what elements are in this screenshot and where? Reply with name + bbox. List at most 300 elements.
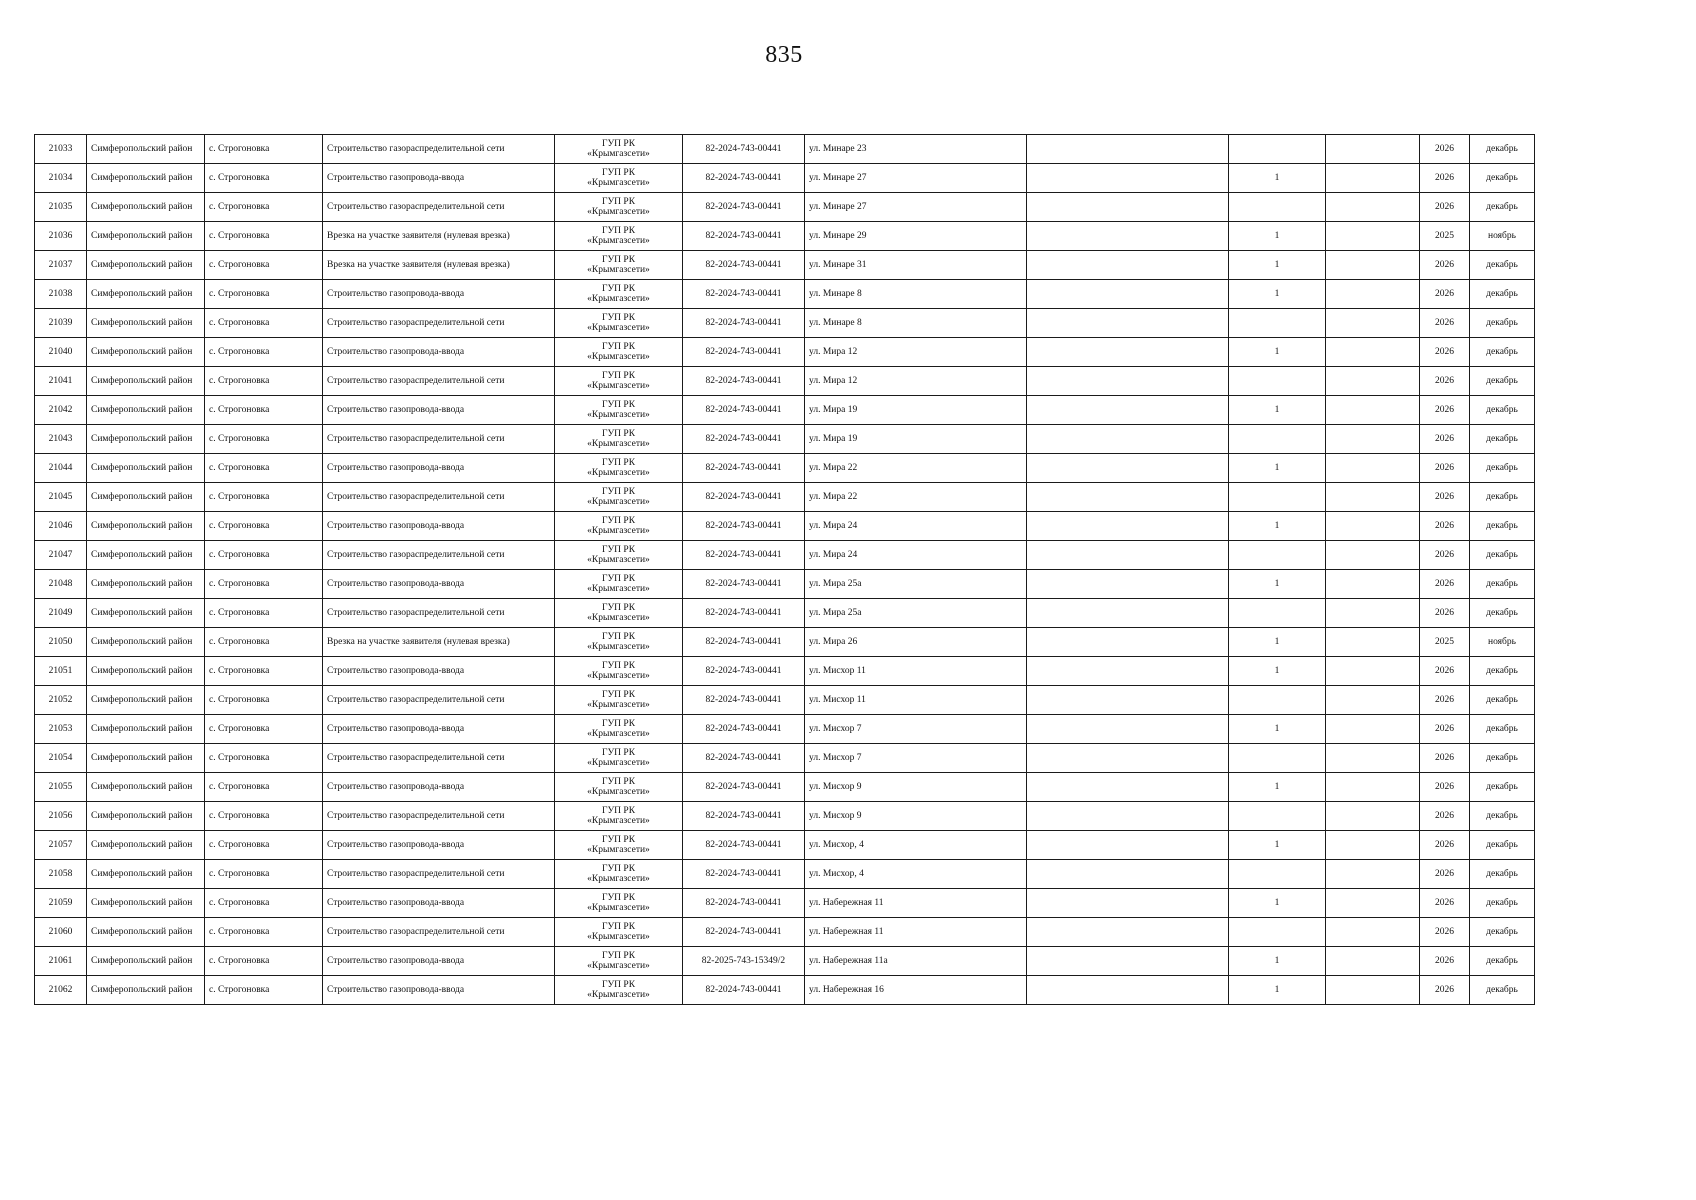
village-cell: с. Строгоновка [205, 715, 323, 744]
count-cell [1229, 686, 1326, 715]
organization-cell [555, 976, 683, 1005]
work-type-cell: Строительство газораспределительной сети [323, 425, 555, 454]
empty-cell [1027, 222, 1229, 251]
table-row [35, 773, 1535, 802]
month-cell: декабрь [1470, 976, 1535, 1005]
document-number-cell: 82-2024-743-00441 [683, 889, 805, 918]
year-cell: 2026 [1420, 280, 1470, 309]
document-number-cell: 82-2024-743-00441 [683, 831, 805, 860]
address-cell: ул. Минаре 31 [805, 251, 1027, 280]
organization-cell [555, 715, 683, 744]
district-cell: Симферопольский район [87, 193, 205, 222]
organization-cell [555, 164, 683, 193]
organization-line-1: ГУП РК [601, 255, 636, 265]
address-cell: ул. Мира 24 [805, 512, 1027, 541]
village-cell: с. Строгоновка [205, 309, 323, 338]
organization-line-2: «Крымгазсети» [587, 178, 650, 188]
village-cell: с. Строгоновка [205, 947, 323, 976]
address-cell: ул. Минаре 29 [805, 222, 1027, 251]
district-cell: Симферопольский район [87, 599, 205, 628]
address-cell: ул. Мира 22 [805, 454, 1027, 483]
village-cell: с. Строгоновка [205, 367, 323, 396]
village-cell: с. Строгоновка [205, 222, 323, 251]
organization-line-1: ГУП РК [601, 980, 636, 990]
organization-line-1: ГУП РК [601, 661, 636, 671]
month-cell: декабрь [1470, 918, 1535, 947]
year-cell: 2026 [1420, 251, 1470, 280]
district-cell: Симферопольский район [87, 135, 205, 164]
address-cell: ул. Минаре 8 [805, 309, 1027, 338]
count-cell [1229, 744, 1326, 773]
document-number-cell: 82-2024-743-00441 [683, 628, 805, 657]
empty-cell [1326, 367, 1420, 396]
empty-cell [1326, 338, 1420, 367]
organization-line-1: ГУП РК [601, 748, 636, 758]
district-cell: Симферопольский район [87, 425, 205, 454]
count-cell: 1 [1229, 512, 1326, 541]
count-cell: 1 [1229, 831, 1326, 860]
row-number: 21054 [35, 744, 87, 773]
year-cell: 2026 [1420, 976, 1470, 1005]
village-cell: с. Строгоновка [205, 425, 323, 454]
address-cell: ул. Набережная 11 [805, 889, 1027, 918]
year-cell: 2026 [1420, 773, 1470, 802]
table-row [35, 599, 1535, 628]
organization-line-2: «Крымгазсети» [587, 497, 650, 507]
registry-table [34, 134, 1535, 1005]
organization-line-1: ГУП РК [601, 719, 636, 729]
table-row [35, 802, 1535, 831]
year-cell: 2026 [1420, 918, 1470, 947]
organization-line-2: «Крымгазсети» [587, 613, 650, 623]
organization-line-1: ГУП РК [601, 284, 636, 294]
address-cell: ул. Мисхор 7 [805, 744, 1027, 773]
organization-line-2: «Крымгазсети» [587, 236, 650, 246]
month-cell: декабрь [1470, 947, 1535, 976]
month-cell: декабрь [1470, 193, 1535, 222]
empty-cell [1027, 309, 1229, 338]
year-cell: 2026 [1420, 164, 1470, 193]
empty-cell [1027, 976, 1229, 1005]
document-number-cell: 82-2025-743-15349/2 [683, 947, 805, 976]
month-cell: декабрь [1470, 541, 1535, 570]
organization-line-1: ГУП РК [601, 632, 636, 642]
row-number: 21043 [35, 425, 87, 454]
village-cell: с. Строгоновка [205, 396, 323, 425]
district-cell: Симферопольский район [87, 396, 205, 425]
row-number: 21035 [35, 193, 87, 222]
organization-line-1: ГУП РК [601, 313, 636, 323]
row-number: 21056 [35, 802, 87, 831]
work-type-cell: Врезка на участке заявителя (нулевая врезка) [323, 251, 555, 280]
empty-cell [1326, 164, 1420, 193]
count-cell: 1 [1229, 280, 1326, 309]
month-cell: декабрь [1470, 802, 1535, 831]
count-cell [1229, 802, 1326, 831]
row-number: 21055 [35, 773, 87, 802]
work-type-cell: Строительство газопровода-ввода [323, 280, 555, 309]
work-type-cell: Строительство газопровода-ввода [323, 715, 555, 744]
row-number: 21060 [35, 918, 87, 947]
table-row [35, 483, 1535, 512]
organization-line-2: «Крымгазсети» [587, 410, 650, 420]
district-cell: Симферопольский район [87, 657, 205, 686]
table-row [35, 628, 1535, 657]
village-cell: с. Строгоновка [205, 744, 323, 773]
month-cell: декабрь [1470, 164, 1535, 193]
month-cell: декабрь [1470, 657, 1535, 686]
organization-cell [555, 918, 683, 947]
address-cell: ул. Минаре 27 [805, 193, 1027, 222]
empty-cell [1027, 454, 1229, 483]
document-number-cell: 82-2024-743-00441 [683, 396, 805, 425]
organization-line-2: «Крымгазсети» [587, 352, 650, 362]
empty-cell [1326, 599, 1420, 628]
empty-cell [1027, 802, 1229, 831]
organization-line-1: ГУП РК [601, 864, 636, 874]
year-cell: 2025 [1420, 628, 1470, 657]
table-row [35, 396, 1535, 425]
document-number-cell: 82-2024-743-00441 [683, 164, 805, 193]
district-cell: Симферопольский район [87, 570, 205, 599]
empty-cell [1326, 396, 1420, 425]
document-number-cell: 82-2024-743-00441 [683, 599, 805, 628]
village-cell: с. Строгоновка [205, 483, 323, 512]
table-row [35, 425, 1535, 454]
address-cell: ул. Мисхор 11 [805, 686, 1027, 715]
empty-cell [1027, 338, 1229, 367]
document-number-cell: 82-2024-743-00441 [683, 918, 805, 947]
document-number-cell: 82-2024-743-00441 [683, 860, 805, 889]
empty-cell [1326, 541, 1420, 570]
organization-cell [555, 802, 683, 831]
month-cell: ноябрь [1470, 222, 1535, 251]
year-cell: 2026 [1420, 541, 1470, 570]
work-type-cell: Строительство газораспределительной сети [323, 135, 555, 164]
work-type-cell: Строительство газораспределительной сети [323, 541, 555, 570]
organization-line-1: ГУП РК [601, 487, 636, 497]
empty-cell [1027, 889, 1229, 918]
document-number-cell: 82-2024-743-00441 [683, 715, 805, 744]
address-cell: ул. Набережная 11а [805, 947, 1027, 976]
organization-line-2: «Крымгазсети» [587, 932, 650, 942]
organization-cell [555, 193, 683, 222]
district-cell: Симферопольский район [87, 715, 205, 744]
month-cell: декабрь [1470, 425, 1535, 454]
village-cell: с. Строгоновка [205, 889, 323, 918]
organization-cell [555, 947, 683, 976]
document-number-cell: 82-2024-743-00441 [683, 773, 805, 802]
empty-cell [1326, 657, 1420, 686]
count-cell: 1 [1229, 454, 1326, 483]
work-type-cell: Строительство газораспределительной сети [323, 367, 555, 396]
table-row [35, 512, 1535, 541]
document-number-cell: 82-2024-743-00441 [683, 251, 805, 280]
district-cell: Симферопольский район [87, 541, 205, 570]
organization-cell [555, 512, 683, 541]
empty-cell [1027, 541, 1229, 570]
row-number: 21050 [35, 628, 87, 657]
table-row [35, 164, 1535, 193]
address-cell: ул. Мира 25а [805, 599, 1027, 628]
work-type-cell: Врезка на участке заявителя (нулевая врезка) [323, 628, 555, 657]
organization-cell [555, 367, 683, 396]
address-cell: ул. Мира 19 [805, 396, 1027, 425]
address-cell: ул. Мисхор 7 [805, 715, 1027, 744]
document-number-cell: 82-2024-743-00441 [683, 744, 805, 773]
work-type-cell: Строительство газопровода-ввода [323, 396, 555, 425]
table-body [35, 135, 1535, 1005]
organization-line-1: ГУП РК [601, 690, 636, 700]
empty-cell [1326, 947, 1420, 976]
village-cell: с. Строгоновка [205, 193, 323, 222]
count-cell [1229, 918, 1326, 947]
row-number: 21062 [35, 976, 87, 1005]
row-number: 21057 [35, 831, 87, 860]
year-cell: 2026 [1420, 947, 1470, 976]
organization-cell [555, 396, 683, 425]
year-cell: 2026 [1420, 744, 1470, 773]
work-type-cell: Строительство газораспределительной сети [323, 744, 555, 773]
month-cell: декабрь [1470, 309, 1535, 338]
district-cell: Симферопольский район [87, 164, 205, 193]
organization-line-1: ГУП РК [601, 371, 636, 381]
count-cell: 1 [1229, 947, 1326, 976]
month-cell: декабрь [1470, 454, 1535, 483]
row-number: 21037 [35, 251, 87, 280]
address-cell: ул. Минаре 8 [805, 280, 1027, 309]
row-number: 21042 [35, 396, 87, 425]
village-cell: с. Строгоновка [205, 976, 323, 1005]
village-cell: с. Строгоновка [205, 599, 323, 628]
organization-line-1: ГУП РК [601, 429, 636, 439]
work-type-cell: Строительство газопровода-ввода [323, 512, 555, 541]
count-cell: 1 [1229, 251, 1326, 280]
row-number: 21058 [35, 860, 87, 889]
address-cell: ул. Мира 19 [805, 425, 1027, 454]
row-number: 21038 [35, 280, 87, 309]
organization-cell [555, 222, 683, 251]
empty-cell [1326, 831, 1420, 860]
organization-line-2: «Крымгазсети» [587, 758, 650, 768]
empty-cell [1326, 744, 1420, 773]
row-number: 21039 [35, 309, 87, 338]
year-cell: 2026 [1420, 483, 1470, 512]
village-cell: с. Строгоновка [205, 454, 323, 483]
village-cell: с. Строгоновка [205, 338, 323, 367]
document-number-cell: 82-2024-743-00441 [683, 425, 805, 454]
district-cell: Симферопольский район [87, 338, 205, 367]
empty-cell [1326, 135, 1420, 164]
document-number-cell: 82-2024-743-00441 [683, 222, 805, 251]
organization-line-1: ГУП РК [601, 516, 636, 526]
district-cell: Симферопольский район [87, 483, 205, 512]
month-cell: декабрь [1470, 135, 1535, 164]
organization-cell [555, 135, 683, 164]
address-cell: ул. Мира 24 [805, 541, 1027, 570]
month-cell: декабрь [1470, 367, 1535, 396]
empty-cell [1027, 657, 1229, 686]
work-type-cell: Строительство газораспределительной сети [323, 686, 555, 715]
organization-line-1: ГУП РК [601, 777, 636, 787]
organization-line-2: «Крымгазсети» [587, 381, 650, 391]
organization-line-1: ГУП РК [601, 951, 636, 961]
row-number: 21045 [35, 483, 87, 512]
document-number-cell: 82-2024-743-00441 [683, 309, 805, 338]
month-cell: декабрь [1470, 483, 1535, 512]
table-row [35, 715, 1535, 744]
month-cell: декабрь [1470, 396, 1535, 425]
document-number-cell: 82-2024-743-00441 [683, 280, 805, 309]
table-row [35, 976, 1535, 1005]
district-cell: Симферопольский район [87, 773, 205, 802]
empty-cell [1326, 860, 1420, 889]
empty-cell [1027, 947, 1229, 976]
month-cell: декабрь [1470, 860, 1535, 889]
count-cell [1229, 541, 1326, 570]
organization-cell [555, 338, 683, 367]
count-cell: 1 [1229, 628, 1326, 657]
village-cell: с. Строгоновка [205, 570, 323, 599]
organization-cell [555, 860, 683, 889]
organization-cell [555, 541, 683, 570]
year-cell: 2026 [1420, 425, 1470, 454]
organization-line-2: «Крымгазсети» [587, 584, 650, 594]
month-cell: декабрь [1470, 715, 1535, 744]
village-cell: с. Строгоновка [205, 773, 323, 802]
row-number: 21040 [35, 338, 87, 367]
count-cell [1229, 309, 1326, 338]
empty-cell [1326, 483, 1420, 512]
empty-cell [1326, 976, 1420, 1005]
year-cell: 2026 [1420, 512, 1470, 541]
empty-cell [1326, 193, 1420, 222]
work-type-cell: Строительство газопровода-ввода [323, 947, 555, 976]
work-type-cell: Строительство газопровода-ввода [323, 164, 555, 193]
table-row [35, 744, 1535, 773]
organization-line-2: «Крымгазсети» [587, 468, 650, 478]
count-cell: 1 [1229, 338, 1326, 367]
table-row [35, 135, 1535, 164]
count-cell: 1 [1229, 976, 1326, 1005]
count-cell [1229, 860, 1326, 889]
year-cell: 2026 [1420, 396, 1470, 425]
document-number-cell: 82-2024-743-00441 [683, 512, 805, 541]
count-cell: 1 [1229, 657, 1326, 686]
table-row [35, 454, 1535, 483]
village-cell: с. Строгоновка [205, 860, 323, 889]
count-cell: 1 [1229, 222, 1326, 251]
organization-line-2: «Крымгазсети» [587, 149, 650, 159]
count-cell: 1 [1229, 570, 1326, 599]
address-cell: ул. Мира 25а [805, 570, 1027, 599]
empty-cell [1027, 599, 1229, 628]
organization-line-1: ГУП РК [601, 806, 636, 816]
address-cell: ул. Мисхор, 4 [805, 860, 1027, 889]
table-row [35, 309, 1535, 338]
address-cell: ул. Минаре 27 [805, 164, 1027, 193]
organization-line-2: «Крымгазсети» [587, 439, 650, 449]
organization-cell [555, 483, 683, 512]
year-cell: 2026 [1420, 686, 1470, 715]
organization-line-2: «Крымгазсети» [587, 642, 650, 652]
year-cell: 2026 [1420, 657, 1470, 686]
organization-line-1: ГУП РК [601, 603, 636, 613]
count-cell [1229, 193, 1326, 222]
count-cell [1229, 367, 1326, 396]
month-cell: декабрь [1470, 686, 1535, 715]
village-cell: с. Строгоновка [205, 918, 323, 947]
work-type-cell: Строительство газопровода-ввода [323, 976, 555, 1005]
empty-cell [1326, 280, 1420, 309]
address-cell: ул. Мисхор 11 [805, 657, 1027, 686]
organization-line-2: «Крымгазсети» [587, 787, 650, 797]
row-number: 21033 [35, 135, 87, 164]
work-type-cell: Строительство газопровода-ввода [323, 773, 555, 802]
month-cell: декабрь [1470, 599, 1535, 628]
row-number: 21052 [35, 686, 87, 715]
year-cell: 2026 [1420, 715, 1470, 744]
organization-line-2: «Крымгазсети» [587, 207, 650, 217]
village-cell: с. Строгоновка [205, 831, 323, 860]
month-cell: декабрь [1470, 570, 1535, 599]
count-cell: 1 [1229, 715, 1326, 744]
organization-line-2: «Крымгазсети» [587, 555, 650, 565]
empty-cell [1027, 773, 1229, 802]
organization-cell [555, 280, 683, 309]
month-cell: декабрь [1470, 280, 1535, 309]
year-cell: 2026 [1420, 193, 1470, 222]
organization-line-2: «Крымгазсети» [587, 816, 650, 826]
empty-cell [1027, 918, 1229, 947]
organization-cell [555, 773, 683, 802]
work-type-cell: Строительство газопровода-ввода [323, 570, 555, 599]
document-number-cell: 82-2024-743-00441 [683, 570, 805, 599]
empty-cell [1027, 860, 1229, 889]
district-cell: Симферопольский район [87, 889, 205, 918]
organization-line-1: ГУП РК [601, 574, 636, 584]
organization-line-2: «Крымгазсети» [587, 265, 650, 275]
year-cell: 2026 [1420, 309, 1470, 338]
document-number-cell: 82-2024-743-00441 [683, 193, 805, 222]
organization-line-2: «Крымгазсети» [587, 845, 650, 855]
work-type-cell: Строительство газораспределительной сети [323, 860, 555, 889]
district-cell: Симферопольский район [87, 947, 205, 976]
count-cell [1229, 425, 1326, 454]
row-number: 21048 [35, 570, 87, 599]
address-cell: ул. Набережная 11 [805, 918, 1027, 947]
table-row [35, 570, 1535, 599]
table-row [35, 251, 1535, 280]
address-cell: ул. Мира 26 [805, 628, 1027, 657]
month-cell: декабрь [1470, 773, 1535, 802]
row-number: 21046 [35, 512, 87, 541]
document-number-cell: 82-2024-743-00441 [683, 686, 805, 715]
address-cell: ул. Мисхор 9 [805, 773, 1027, 802]
table-row [35, 657, 1535, 686]
month-cell: ноябрь [1470, 628, 1535, 657]
district-cell: Симферопольский район [87, 454, 205, 483]
empty-cell [1326, 802, 1420, 831]
empty-cell [1326, 512, 1420, 541]
table-row [35, 367, 1535, 396]
empty-cell [1326, 889, 1420, 918]
count-cell: 1 [1229, 773, 1326, 802]
organization-line-2: «Крымгазсети» [587, 526, 650, 536]
district-cell: Симферопольский район [87, 802, 205, 831]
organization-line-1: ГУП РК [601, 226, 636, 236]
empty-cell [1027, 628, 1229, 657]
